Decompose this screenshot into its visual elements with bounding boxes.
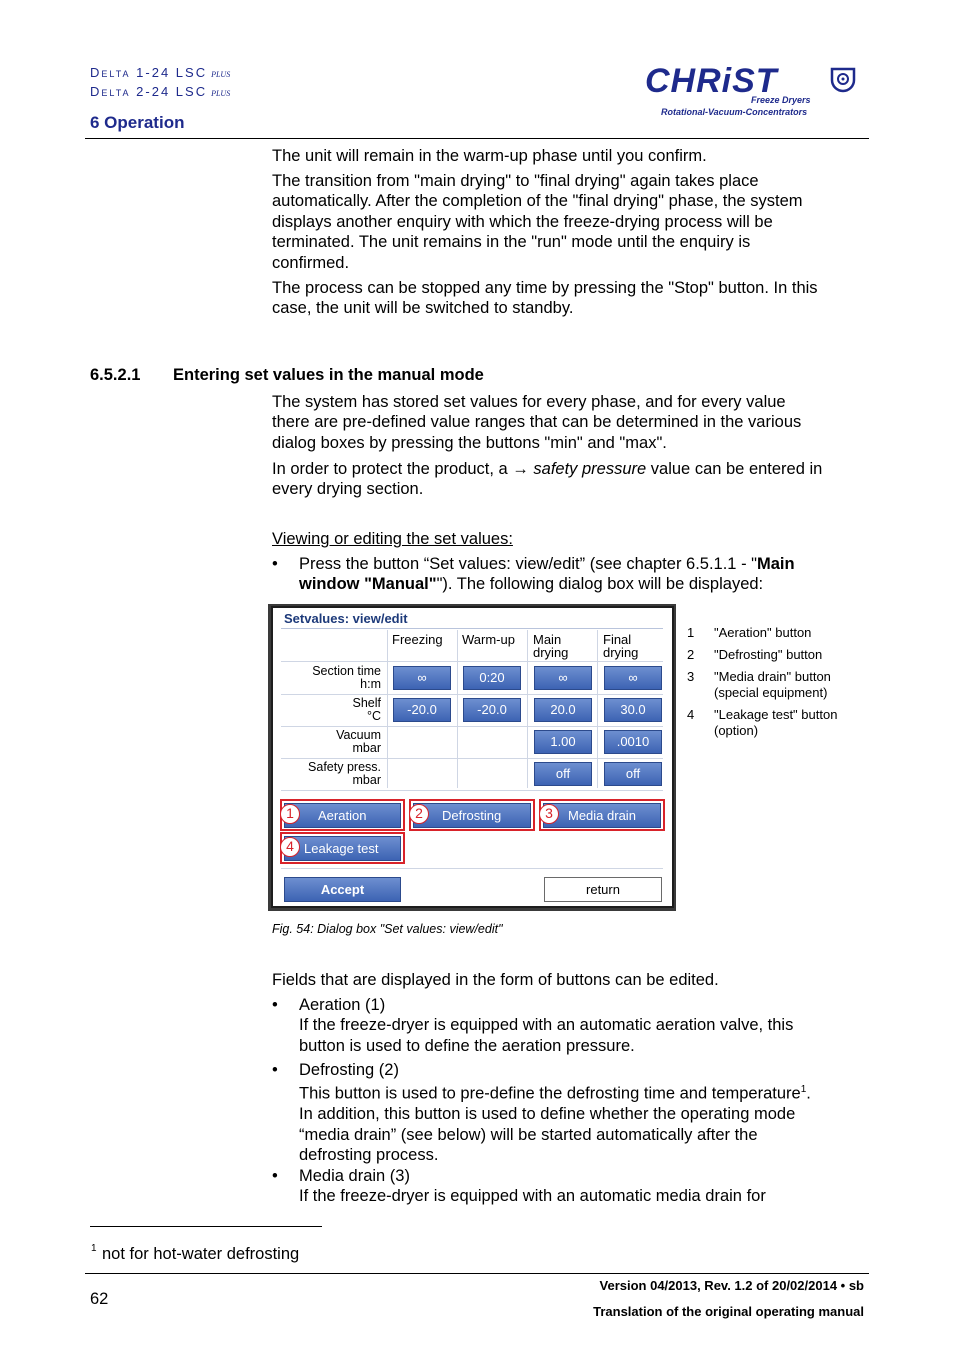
chapter-title: 6 Operation [90,113,185,132]
legend-text-1: "Aeration" button [714,625,812,640]
footnote-text: not for hot-water defrosting [102,1245,300,1263]
marker-3: 3 [539,804,559,824]
main-drying-shelf-button[interactable]: 20.0 [534,698,592,722]
aeration-button[interactable]: Aeration [284,803,401,828]
grid-line [281,726,663,727]
warm-up-section-time-button[interactable]: 0:20 [463,666,521,690]
row-label-shelf: Shelf °C [352,696,381,723]
main-drying-section-time-button[interactable]: ∞ [534,666,592,690]
grid-line [387,630,388,788]
legend-text-3: "Media drain" button (special equipment) [714,669,831,700]
setvalues-dialog [271,606,674,908]
row-label-section-time: Section time h:m [312,664,381,691]
translation-note: Translation of the original operating manual [593,1304,864,1319]
row-label-vacuum: Vacuum mbar [336,728,381,755]
intro-paragraph-2: The transition from "main drying" to "final drying" again takes place automatically. After the completion of the "final drying" phase, the system displays another enquiry with which the freeze-drying process will be terminated. The unit remains in the "run" mode until the enquiry is confirmed. [272,172,803,272]
column-header-main-drying: Main drying [533,632,569,660]
model-line-1: Delta 1-24 LSC plus [90,65,231,80]
section-paragraph-2: In order to protect the product, a → safety pressure value can be entered in every drying section. [272,460,823,499]
media-drain-description: Media drain (3) If the freeze-dryer is equipped with an automatic media drain for [299,1167,766,1206]
grid-line [281,694,663,695]
row-label-safety-press: Safety press. mbar [308,760,381,787]
intro-paragraph-1: The unit will remain in the warm-up phase until you confirm. [272,147,707,165]
aeration-description: Aeration (1) If the freeze-dryer is equipped with an automatic aeration valve, this button is used to define the aeration pressure. [299,996,794,1055]
bullet-dot: • [272,1167,278,1185]
marker-1: 1 [280,804,300,824]
grid-line [457,630,458,788]
page-number: 62 [90,1290,109,1308]
grid-line [281,790,663,791]
leakage-test-button[interactable]: Leakage test [284,836,401,861]
section-paragraph-1: The system has stored set values for every phase, and for every value there are pre-defined value ranges that can be determined in the various dialog boxes by pressing the buttons "min" and "max". [272,393,802,452]
final-drying-vacuum-button[interactable]: .0010 [604,730,662,754]
bullet-dot: • [272,555,278,573]
final-drying-section-time-button[interactable]: ∞ [604,666,662,690]
dialog-title: Setvalues: view/edit [284,611,408,626]
legend-text-2: "Defrosting" button [714,647,823,662]
column-header-warm-up: Warm-up [462,632,515,647]
media-drain-button[interactable]: Media drain [543,803,661,828]
grid-line [281,758,663,759]
marker-2: 2 [409,804,429,824]
freezing-shelf-button[interactable]: -20.0 [393,698,451,722]
footnote-rule [90,1226,322,1227]
column-header-freezing: Freezing [392,632,443,647]
section-title: Entering set values in the manual mode [173,366,484,384]
legend-num-4: 4 [687,707,695,722]
legend-num-1: 1 [687,625,695,640]
warm-up-shelf-button[interactable]: -20.0 [463,698,521,722]
view-edit-heading: Viewing or editing the set values: [272,530,513,548]
bullet-dot: • [272,1061,278,1079]
grid-line [281,661,663,662]
column-header-final-drying: Final drying [603,632,639,660]
freezing-section-time-button[interactable]: ∞ [393,666,451,690]
editable-fields-intro: Fields that are displayed in the form of buttons can be edited. [272,971,719,989]
legend-num-3: 3 [687,669,695,684]
view-edit-instruction: Press the button “Set values: view/edit” (see chapter 6.5.1.1 - "Main window "Manual""). The following dialog box will be displayed: [299,555,795,594]
version-info: Version 04/2013, Rev. 1.2 of 20/02/2014 • sb [599,1278,864,1293]
footnote-number: 1 [91,1243,97,1254]
final-drying-shelf-button[interactable]: 30.0 [604,698,662,722]
intro-paragraph-3: The process can be stopped any time by pressing the "Stop" button. In this case, the unit will be switched to standby. [272,279,818,318]
bullet-dot: • [272,996,278,1014]
logo-swirl-icon [829,66,857,94]
model-line-2: Delta 2-24 LSC plus [90,84,231,99]
defrosting-button[interactable]: Defrosting [413,803,531,828]
header-rule [85,138,869,139]
christ-logo: CHRiST Freeze Dryers Rotational-Vacuum-Concentrators [645,62,865,118]
main-drying-safety-press-button[interactable]: off [534,762,592,786]
figure-caption: Fig. 54: Dialog box "Set values: view/edit" [272,922,503,936]
return-button[interactable]: return [544,877,662,902]
main-drying-vacuum-button[interactable]: 1.00 [534,730,592,754]
grid-line [597,630,598,788]
bottom-divider [281,868,663,869]
accept-button[interactable]: Accept [284,877,401,902]
final-drying-safety-press-button[interactable]: off [604,762,662,786]
title-divider [281,628,663,629]
safety-pressure-link[interactable]: safety pressure [533,460,647,478]
marker-4: 4 [280,837,300,857]
footer-rule [85,1273,869,1274]
defrosting-description: Defrosting (2) This button is used to pre-define the defrosting time and temperature$^1$. In addition, this button is used to define whether the operating mode “media drain” (see below) will be started automatically after the defrosting process. [299,1061,811,1165]
grid-line [527,630,528,788]
section-number: 6.5.2.1 [90,366,141,384]
legend-text-4: "Leakage test" button (option) [714,707,838,738]
legend-num-2: 2 [687,647,695,662]
